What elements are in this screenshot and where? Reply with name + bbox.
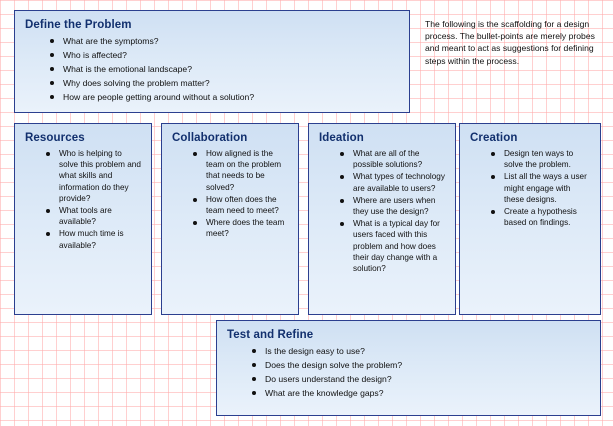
panel-creation: [459, 123, 601, 315]
panel-title-collaboration: Collaboration: [172, 132, 248, 144]
list-item: Where are users when they use the design?: [353, 195, 447, 217]
list-item: Create a hypothesis based on findings.: [504, 206, 592, 228]
list-item: Is the design easy to use?: [265, 345, 592, 357]
list-item: How aligned is the team on the problem that needs to be solved?: [206, 148, 290, 193]
panel-title-creation: Creation: [470, 132, 518, 144]
scaffolding-note: The following is the scaffolding for a design process. The bullet-points are merely probes and meant to act as suggestions for defining steps within the process.: [425, 19, 595, 66]
list-item: What types of technology are available to users?: [353, 171, 447, 193]
panel-title-ideation: Ideation: [319, 132, 364, 144]
list-item: What are the symptoms?: [63, 35, 401, 47]
panel-collaboration: [161, 123, 299, 315]
list-item: How are people getting around without a solution?: [63, 91, 401, 103]
bullet-list-test-and-refine: [225, 345, 592, 399]
list-item: Why does solving the problem matter?: [63, 77, 401, 89]
bullet-list-resources: [23, 148, 143, 251]
list-item: Who is affected?: [63, 49, 401, 61]
list-item: How often does the team need to meet?: [206, 194, 290, 216]
panel-test-and-refine: [216, 320, 601, 416]
panel-title-resources: Resources: [25, 132, 85, 144]
panel-define-the-problem: [14, 10, 410, 113]
panel-resources: [14, 123, 152, 315]
panel-ideation: [308, 123, 456, 315]
panel-title-define-the-problem: Define the Problem: [25, 19, 132, 31]
bullet-list-collaboration: [170, 148, 290, 240]
list-item: Design ten ways to solve the problem.: [504, 148, 592, 170]
bullet-list-creation: [468, 148, 592, 228]
bullet-list-define-the-problem: [23, 35, 401, 103]
list-item: Where does the team meet?: [206, 217, 290, 239]
list-item: What is the emotional landscape?: [63, 63, 401, 75]
list-item: What are the knowledge gaps?: [265, 387, 592, 399]
list-item: What are all of the possible solutions?: [353, 148, 447, 170]
list-item: Do users understand the design?: [265, 373, 592, 385]
list-item: How much time is available?: [59, 228, 143, 250]
list-item: What tools are available?: [59, 205, 143, 227]
list-item: Who is helping to solve this problem and what skills and information do they provide?: [59, 148, 143, 204]
panel-title-test-and-refine: Test and Refine: [227, 329, 314, 341]
list-item: Does the design solve the problem?: [265, 359, 592, 371]
list-item: What is a typical day for users faced with this problem and how does their day change with a solution?: [353, 218, 447, 274]
list-item: List all the ways a user might engage with these designs.: [504, 171, 592, 205]
bullet-list-ideation: [317, 148, 447, 274]
